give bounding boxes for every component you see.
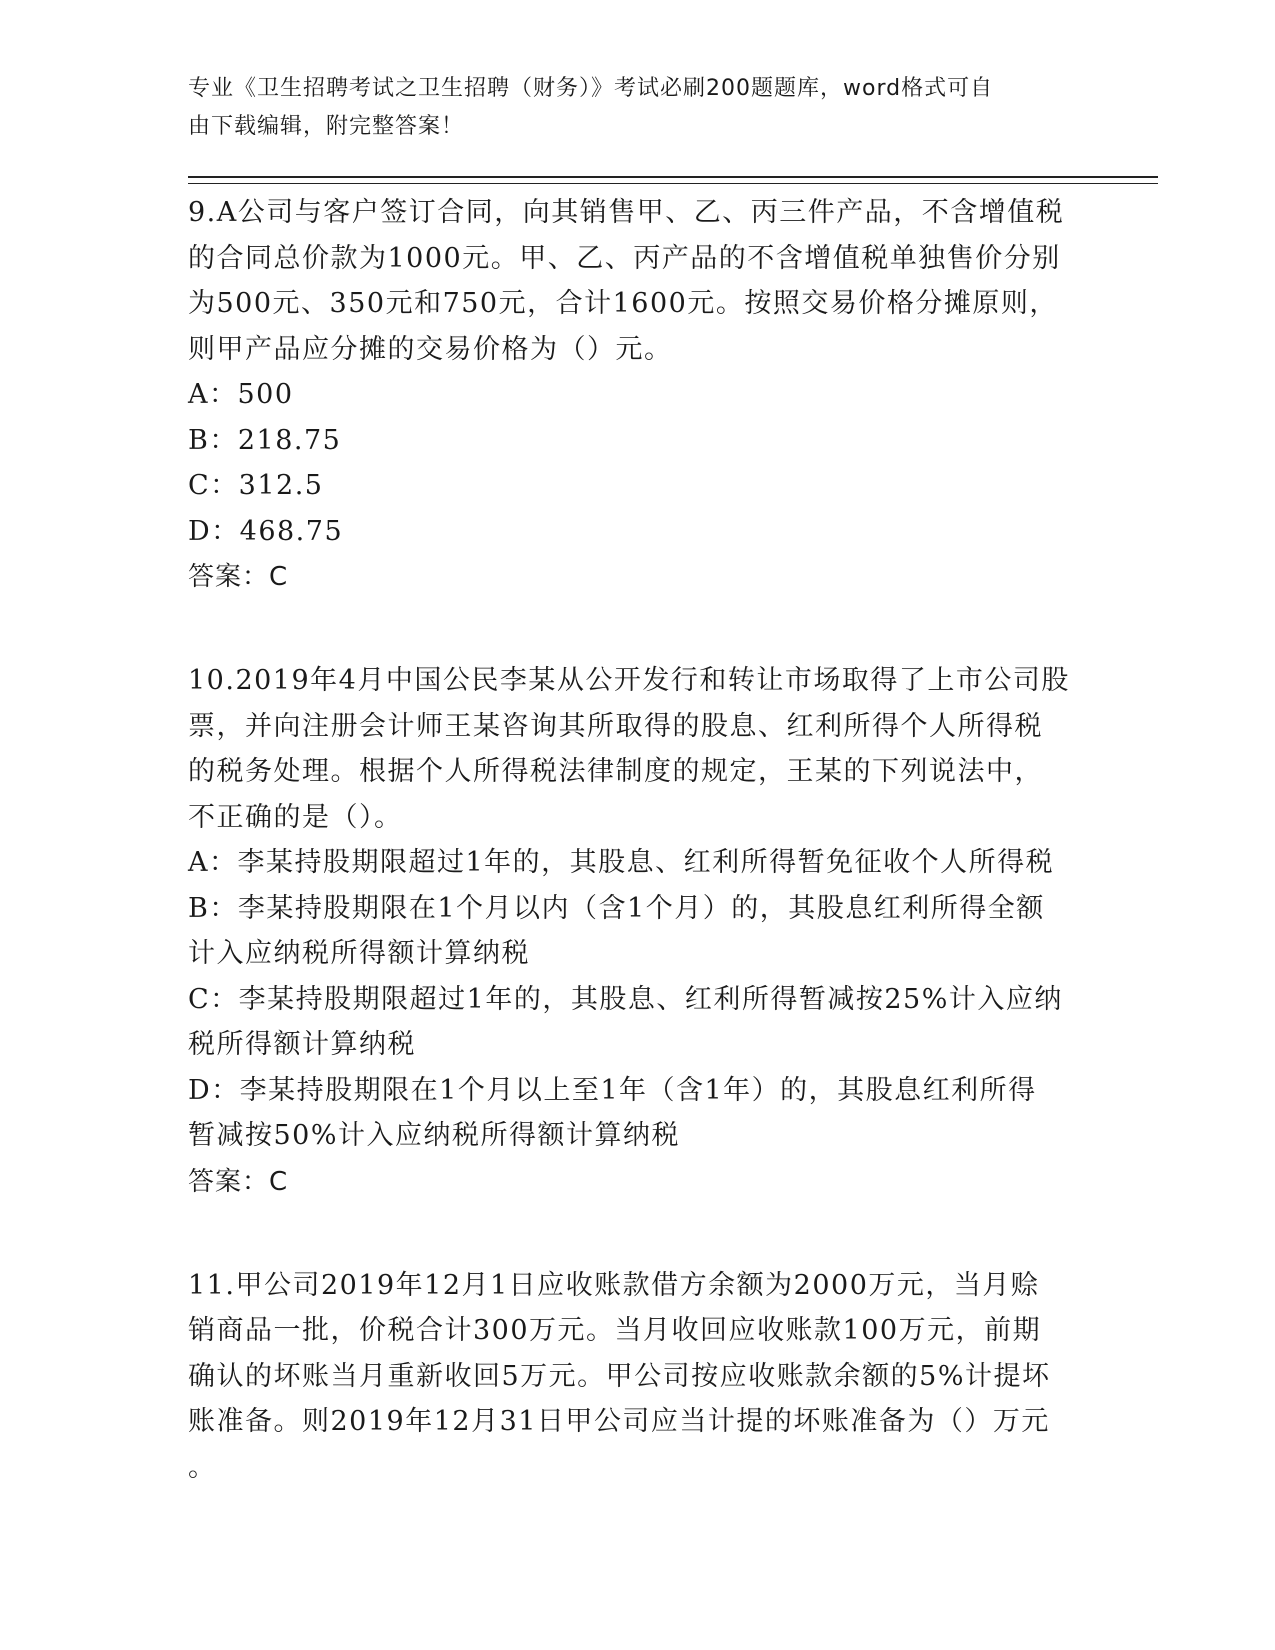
question-stem-line: 销商品一批，价税合计300万元。当月收回应收账款100万元，前期 xyxy=(188,1315,1042,1346)
question-stem-line: 票，并向注册会计师王某咨询其所取得的股息、红利所得个人所得税 xyxy=(188,710,1043,742)
header-line-1: 专业《卫生招聘考试之卫生招聘（财务）》考试必刷200题题库，word格式可自 xyxy=(188,76,994,101)
question-spacer xyxy=(188,600,1088,658)
question-stem-line: 。 xyxy=(188,1451,217,1483)
option-line: A：李某持股期限超过1年的，其股息、红利所得暂免征收个人所得税 xyxy=(188,847,1055,878)
option-line: 税所得额计算纳税 xyxy=(188,1029,416,1060)
question-stem-line: 为500元、350元和750元，合计1600元。按照交易价格分摊原则， xyxy=(188,288,1058,319)
answer-label: 答案：C xyxy=(188,562,289,592)
question-stem-line: 的合同总价款为1000元。甲、乙、丙产品的不含增值税单独售价分别 xyxy=(188,242,1061,274)
question-stem-line: 确认的坏账当月重新收回5万元。甲公司按应收账款余额的5%计提坏 xyxy=(188,1360,1051,1392)
question-3 xyxy=(188,1263,1088,1491)
answer-label: 答案：C xyxy=(188,1166,289,1197)
header-divider-thin xyxy=(188,183,1158,184)
option-line: A：500 xyxy=(188,379,294,410)
option-line: 暂减按50%计入应纳税所得额计算纳税 xyxy=(188,1120,681,1151)
question-list xyxy=(188,190,1088,1490)
option-line: C：李某持股期限超过1年的，其股息、红利所得暂减按25%计入应纳 xyxy=(188,983,1063,1015)
option-line: B：李某持股期限在1个月以内（含1个月）的，其股息红利所得全额 xyxy=(188,892,1045,924)
question-stem-line: 11.甲公司2019年12月1日应收账款借方余额为2000万元，当月赊 xyxy=(188,1269,1040,1301)
question-stem-line: 不正确的是（）。 xyxy=(188,801,403,833)
option-line: D：468.75 xyxy=(188,515,344,547)
document-header xyxy=(188,70,1068,146)
option-line: C：312.5 xyxy=(188,470,324,501)
header-line-2: 由下载编辑，附完整答案！ xyxy=(188,114,465,139)
question-stem-line: 10.2019年4月中国公民李某从公开发行和转让市场取得了上市公司股 xyxy=(188,665,1070,696)
question-spacer xyxy=(188,1205,1088,1263)
option-line: B：218.75 xyxy=(188,424,342,456)
question-stem-line: 则甲产品应分摊的交易价格为（）元。 xyxy=(188,333,673,365)
header-divider-thick xyxy=(188,176,1158,178)
option-line: D：李某持股期限在1个月以上至1年（含1年）的，其股息红利所得 xyxy=(188,1074,1037,1106)
question-stem-line: 9.A公司与客户签订合同，向其销售甲、乙、丙三件产品，不含增值税 xyxy=(188,197,1065,228)
option-line: 计入应纳税所得额计算纳税 xyxy=(188,938,530,969)
question-stem-line: 账准备。则2019年12月31日甲公司应当计提的坏账准备为（）万元 xyxy=(188,1406,1050,1437)
question-stem-line: 的税务处理。根据个人所得税法律制度的规定，王某的下列说法中， xyxy=(188,756,1043,787)
question-1 xyxy=(188,190,1088,600)
question-2 xyxy=(188,658,1088,1205)
